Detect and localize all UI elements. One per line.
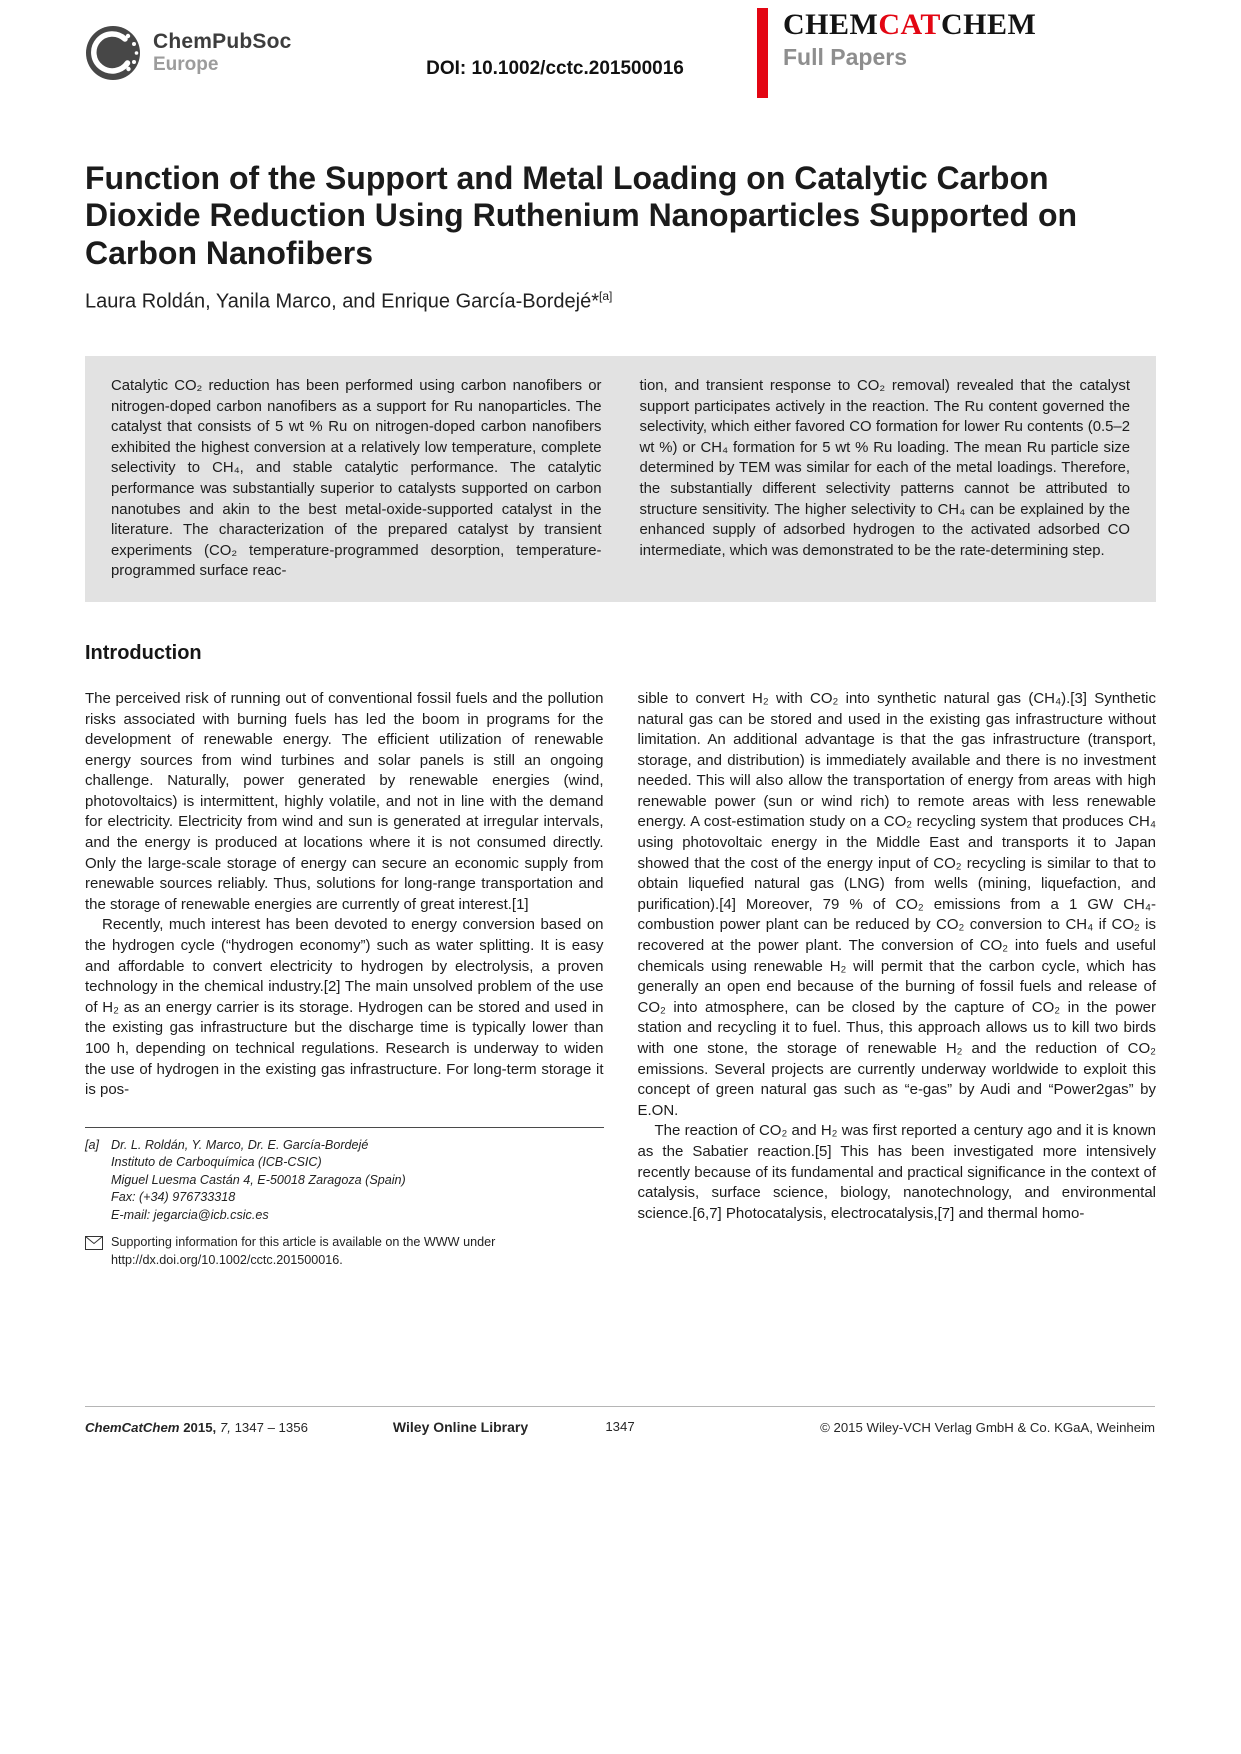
journal-name	[783, 8, 1036, 41]
page-header	[0, 0, 1241, 104]
journal-brand	[757, 8, 1036, 98]
supporting-info-icon	[85, 1234, 111, 1269]
authors-line	[85, 289, 1156, 314]
intro-paragraph-3: sible to convert H₂ with CO₂ into synthetic natural gas (CH₄).[3] Synthetic natural gas can be stored and used in the existing gas infrastructure without limitation. An additional advantage is that the gas infrastructure (transport, storage, and distribution) is immediately available and there is no investment needed. This will also allow the transportation of energy from areas with high renewable power (sun or wind rich) to remote areas with less renewable energy. A cost-estimation study on a CO₂ recycling system that produces CH₄ using photovoltaic energy in the Middle East and transports it to Japan showed that the cost of the energy input of CO₂ recycling is similar to that to obtain liquefied natural gas (LNG) from wells (mining, liquefaction, and purification).[4] Moreover, 79 % of CO₂ emissions from a 1 GW CH₄-combustion power plant can be reduced by CO₂ conversion to CH₄ if CO₂ is recovered at the power plant. The conversion of CO₂ into fuels and useful chemicals using renewable H₂ will permit that the carbon cycle, which has generally an open end because of the burning of fossil fuels and release of CO₂ into atmosphere, can be closed by the capture of CO₂ in the power station and recycling it to fuel. Thus, this approach allows us to kill two birds with one stone, the storage of renewable H₂ and the reduction of CO₂ emissions. Several projects are currently underway worldwide to exploit this concept of green natural gas such as “e-gas” by Audi and “Power2gas” by E.ON.	[637, 689, 1156, 1119]
journal-name-part1: CHEM	[783, 8, 879, 41]
journal-name-part2: CAT	[878, 8, 941, 41]
introduction-heading: Introduction	[85, 641, 202, 664]
footnote-line-institute: Instituto de Carboquímica (ICB-CSIC)	[111, 1155, 322, 1170]
intro-paragraph-1: The perceived risk of running out of conventional fossil fuels and the pollution risks associated with burning fuels has led the boom in programs for the development of renewable energy. The efficient utilization of renewable energy sources from wind turbines and solar panels is still an ongoing challenge. Naturally, power generated by renewable energies (wind, photovoltaics) is intermittent, highly volatile, and not in line with the demand for electricity. Electricity from wind and sun is generated at irregular intervals, and the energy is produced at locations where it is not consumed directly. Only the large-scale storage of energy can secure an economic supply from renewable sources reliably. Thus, solutions for long-range transportation and the storage of renewable energies are currently of great interest.[1]	[85, 689, 604, 913]
citation-year: 2015,	[183, 1420, 217, 1435]
page-footer	[85, 1406, 1155, 1435]
author-affiliation-sup: [a]	[599, 289, 613, 304]
chempubsoc-logo	[84, 24, 292, 82]
logo-society-name: ChemPubSoc	[153, 30, 292, 53]
supporting-info-note	[85, 1234, 604, 1269]
journal-name-part3: CHEM	[940, 8, 1037, 41]
journal-text-block	[783, 8, 1036, 98]
intro-paragraph-4: The reaction of CO₂ and H₂ was first reported a century ago and it is known as the Sabatier reaction.[5] This has been investigated more intensively recently because of its fundamental and practical significance in the context of catalysis, surface science, biology, nanotechnology, and environmental science.[6,7] Photocatalysis, electrocatalysis,[7] and thermal homo-	[637, 1122, 1156, 1222]
footnote-affiliation	[85, 1137, 604, 1225]
body-columns	[85, 689, 1156, 1269]
left-column	[85, 689, 604, 1269]
author-names: Laura Roldán, Yanila Marco, and Enrique García-Bordejé*	[85, 290, 600, 313]
copyright-text: © 2015 Wiley-VCH Verlag GmbH & Co. KGaA, Weinheim	[820, 1420, 1155, 1435]
intro-paragraph-2: Recently, much interest has been devoted to energy conversion based on the hydrogen cycle (“hydrogen economy”) such as water splitting. It is easy and affordable to convert electricity to hydrogen by electrolysis, a proven technology in the chemical industry.[2] The main unsolved problem of the use of H₂ as an energy carrier is its storage. Hydrogen can be stored and used in the existing gas infrastructure but the discharge time is typically lower than 100 h, depending on technical regulations. Research is underway to widen the use of hydrogen in the existing gas infrastructure. For long-term storage it is pos-	[85, 916, 604, 1099]
footer-citation	[85, 1420, 308, 1435]
full-papers-label: Full Papers	[783, 44, 907, 70]
journal-accent-bar	[757, 8, 768, 98]
abstract-column-right: tion, and transient response to CO₂ removal) revealed that the catalyst support participates actively in the reaction. The Ru content governed the selectivity, which either favored CO formation for lower Ru contents (0.5–2 wt %) or CH₄ formation for 5 wt % Ru loading. The mean Ru particle size determined by TEM was similar for each of the metal loadings. Therefore, the substantially different selectivity patterns cannot be attributed to structure sensitivity. The higher selectivity to CH₄ can be explained by the enhanced supply of adsorbed hydrogen to the activated adsorbed CO intermediate, which was demonstrated to be the rate-determining step.	[639, 377, 1130, 559]
footnote-line-authors: Dr. L. Roldán, Y. Marco, Dr. E. García-Bordejé	[111, 1137, 369, 1152]
right-column	[638, 689, 1157, 1269]
supporting-info-text	[111, 1234, 604, 1269]
abstract-column-left: Catalytic CO₂ reduction has been performed using carbon nanofibers or nitrogen-doped carbon nanofibers as a support for Ru nanoparticles. The catalyst that consists of 5 wt % Ru on nitrogen-doped carbon nanofibers exhibited the highest conversion at a relatively low temperature, complete selectivity to CH₄, and stable catalytic performance. The catalytic performance was substantially superior to catalysts supported on carbon nanotubes and akin to the best metal-oxide-supported catalyst in the literature. The characterization of the prepared catalyst by transient experiments (CO₂ temperature-programmed desorption, temperature-programmed surface reac-	[111, 377, 602, 580]
logo-region-name: Europe	[153, 54, 219, 76]
article-title: Function of the Support and Metal Loading on Catalytic Carbon Dioxide Reduction Using Ruthenium Nanoparticles Supported on Carbon Nanofibers	[85, 160, 1078, 271]
citation-pages: 1347 – 1356	[234, 1420, 308, 1435]
footnote-lines	[111, 1137, 604, 1225]
citation-journal: ChemCatChem	[85, 1420, 180, 1435]
doi-text: DOI: 10.1002/cctc.201500016	[426, 58, 684, 79]
footnote-line-fax: Fax: (+34) 976733318	[111, 1190, 236, 1205]
abstract-section	[85, 356, 1156, 602]
footnote-email-link[interactable]: E-mail: jegarcia@icb.csic.es	[111, 1207, 269, 1222]
supporting-info-label: Supporting information for this article is available on the WWW under	[111, 1235, 496, 1250]
footnote-section	[85, 1127, 604, 1270]
supporting-info-link[interactable]: http://dx.doi.org/10.1002/cctc.201500016.	[111, 1252, 343, 1267]
chempubsoc-logo-text	[153, 30, 292, 76]
footnote-marker: [a]	[85, 1137, 100, 1152]
page-number: 1347	[605, 1419, 635, 1434]
footnote-line-address: Miguel Luesma Castán 4, E-50018 Zaragoza (Spain)	[111, 1172, 406, 1187]
citation-volume: 7,	[219, 1420, 231, 1435]
chempubsoc-logo-icon	[84, 24, 142, 82]
wiley-online-library-label: Wiley Online Library	[392, 1419, 529, 1435]
